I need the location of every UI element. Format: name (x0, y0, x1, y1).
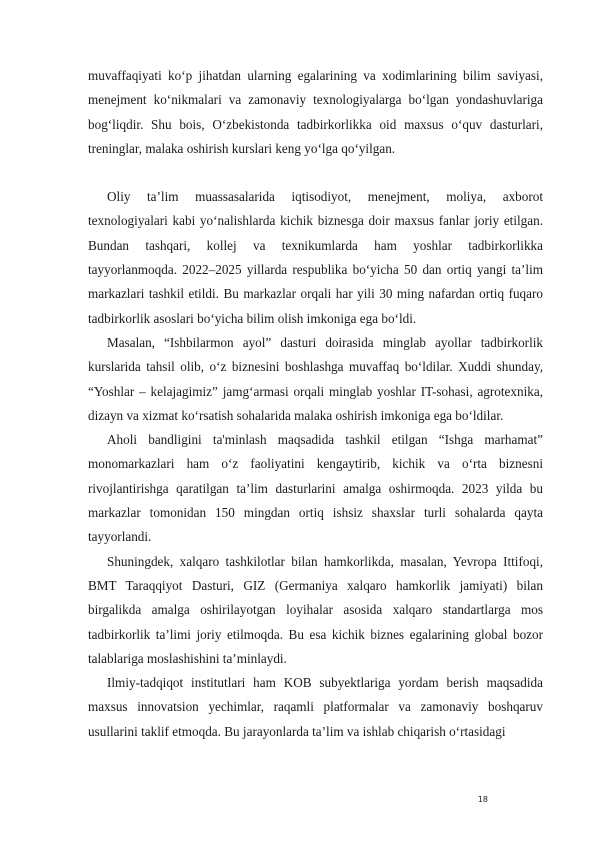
paragraph-programs-example: Masalan, “Ishbilarmon ayol” dasturi doirasida minglab ayollar tadbirkorlik kurslarida tahsil olib, o‘z biznesini boshlashga muvaffaq bo‘ldilar. Xuddi shunday, “Yoshlar – kelajagimiz” jamg‘armasi orqali minglab yoshlar IT-sohasi, agrotexnika, dizayn va xizmat ko‘rsatish sohalarida malaka oshirish imkoniga ega bo‘ldilar. (88, 334, 543, 423)
paragraph-spacer (88, 161, 543, 185)
paragraph-employment-centers: Aholi bandligini ta'minlash maqsadida tashkil etilgan “Ishga marhamat” monomarkazlari ham o‘z faoliyatini kengaytirib, kichik va o‘rta biznesni rivojlantirishga qaratilgan ta’lim dasturlarini amalga oshirmoqda. 2023 yilda bu markazlar tomonidan 150 mingdan ortiq ishsiz shaxslar turli sohalarda qayta tayyorlandi. (88, 432, 543, 545)
document-page (88, 64, 543, 744)
paragraph-higher-education: Oliy ta’lim muassasalarida iqtisodiyot, menejment, moliya, axborot texnologiyalari kabi yo‘nalishlarda kichik biznesga doir maxsus fanlar joriy etilgan. Bundan tashqari, kollej va texnikumlarda ham yoshlar tadbirkorlikka tayyorlanmoqda. 2022–2025 yillarda respublika bo‘yicha 50 dan ortiq yangi ta’lim markazlari tashkil etildi. Bu markazlar orqali har yili 30 ming nafardan ortiq fuqaro tadbirkorlik asoslari bo‘yicha bilim olish imkoniga ega bo‘ldi. (88, 189, 543, 326)
paragraph-research-institutes: Ilmiy-tadqiqot institutlari ham KOB subyektlariga yordam berish maqsadida maxsus innovatsion yechimlar, raqamli platformalar va zamonaviy boshqaruv usullarini taklif etmoqda. Bu jarayonlarda ta’lim va ishlab chiqarish o‘rtasidagi (88, 675, 543, 739)
paragraph-international-cooperation: Shuningdek, xalqaro tashkilotlar bilan hamkorlikda, masalan, Yevropa Ittifoqi, BMT Taraqqiyot Dasturi, GIZ (Germaniya xalqaro hamkorlik jamiyati) bilan birgalikda amalga oshirilayotgan loyihalar asosida xalqaro standartlarga mos tadbirkorlik ta’limi joriy etilmoqda. Bu esa kichik biznes egalarining global bozor talablariga moslashishini ta’minlaydi. (88, 553, 543, 666)
paragraph-continuation: muvaffaqiyati ko‘p jihatdan ularning egalarining va xodimlarining bilim saviyasi, menejment ko‘nikmalari va zamonaviy texnologiyalarga bo‘lgan yondashuvlariga bog‘liqdir. Shu bois, O‘zbekistonda tadbirkorlikka oid maxsus o‘quv dasturlari, treninglar, malaka oshirish kurslari keng yo‘lga qo‘yilgan. (88, 68, 543, 156)
page-number: 18 (477, 795, 488, 804)
